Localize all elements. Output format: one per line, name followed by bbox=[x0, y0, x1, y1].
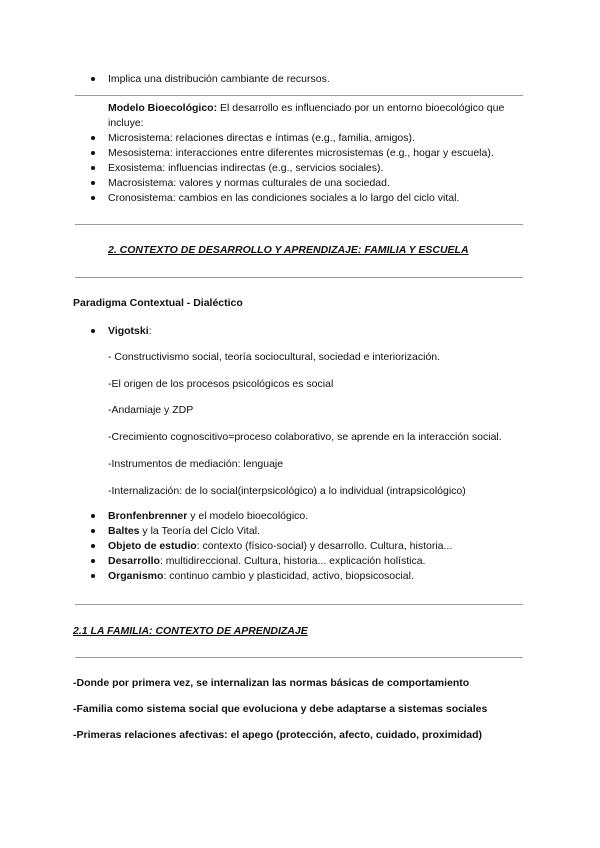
familia-line: -Primeras relaciones afectivas: el apego (protección, afecto, cuidado, proximidad) bbox=[73, 729, 483, 741]
bullet-rest: : contexto (físico-social) y desarrollo. Cultura, historia... bbox=[196, 540, 453, 552]
bullet-bold: Organismo bbox=[108, 570, 164, 582]
divider bbox=[75, 95, 523, 96]
bullet-dot bbox=[91, 166, 95, 170]
vigotski-bullet bbox=[108, 325, 152, 337]
bullet-bold: Objeto de estudio bbox=[108, 540, 197, 552]
vigotski-colon: : bbox=[148, 325, 152, 337]
paradigma-heading bbox=[73, 297, 243, 309]
bullet-dot bbox=[91, 136, 95, 140]
bio-item: Microsistema: relaciones directas e íntimas (e.g., familia, amigos). bbox=[108, 132, 415, 144]
bullet-dot bbox=[91, 514, 95, 518]
bullet-dot bbox=[91, 77, 95, 81]
divider bbox=[75, 604, 523, 605]
section-heading: 2. CONTEXTO DE DESARROLLO Y APRENDIZAJE: FAMILIA Y ESCUELA bbox=[108, 244, 469, 256]
bullet-bold: Baltes bbox=[108, 525, 140, 537]
bullet-text: Implica una distribución cambiante de recursos. bbox=[108, 73, 330, 85]
bullet-item bbox=[108, 555, 425, 567]
bullet-dot bbox=[91, 151, 95, 155]
paradigma-bold: Paradigma Contextual bbox=[73, 297, 184, 309]
bullet-bold: Bronfenbrenner bbox=[108, 510, 188, 522]
divider bbox=[75, 277, 523, 278]
bullet-rest: y el modelo bioecológico. bbox=[187, 510, 309, 522]
bullet-dot bbox=[91, 196, 95, 200]
bullet-dot bbox=[91, 329, 95, 333]
vigotski-name: Vigotski bbox=[108, 325, 149, 337]
bullet-rest: : continuo cambio y plasticidad, activo, biopsicosocial. bbox=[163, 570, 414, 582]
bullet-rest: : multidireccional. Cultura, historia... explicación holística. bbox=[159, 555, 426, 567]
divider bbox=[75, 657, 523, 658]
bullet-rest: y la Teoría del Ciclo Vital. bbox=[139, 525, 260, 537]
bioecologico-cont: incluye: bbox=[108, 117, 144, 129]
bullet-dot bbox=[91, 529, 95, 533]
paradigma-rest: - Dialéctico bbox=[183, 297, 243, 309]
divider bbox=[75, 224, 523, 225]
subsection-heading: 2.1 LA FAMILIA: CONTEXTO DE APRENDIZAJE bbox=[73, 625, 308, 637]
familia-line: -Familia como sistema social que evoluciona y debe adaptarse a sistemas sociales bbox=[73, 703, 488, 715]
bullet-bold: Desarrollo bbox=[108, 555, 160, 567]
bullet-dot bbox=[91, 181, 95, 185]
bioecologico-paragraph bbox=[108, 102, 504, 114]
bullet-dot bbox=[91, 559, 95, 563]
vigotski-line: -El origen de los procesos psicológicos es social bbox=[108, 378, 334, 390]
familia-line: -Donde por primera vez, se internalizan las normas básicas de comportamiento bbox=[73, 677, 470, 689]
vigotski-line: -Instrumentos de mediación: lenguaje bbox=[108, 458, 284, 470]
vigotski-line: -Crecimiento cognoscitivo=proceso colaborativo, se aprende en la interacción social. bbox=[108, 431, 502, 443]
bullet-dot bbox=[91, 544, 95, 548]
bullet-item bbox=[108, 570, 414, 582]
bio-item: Cronosistema: cambios en las condiciones sociales a lo largo del ciclo vital. bbox=[108, 192, 460, 204]
bio-item: Mesosistema: interacciones entre diferentes microsistemas (e.g., hogar y escuela). bbox=[108, 147, 494, 159]
bullet-item bbox=[108, 525, 260, 537]
bioecologico-text: El desarrollo es influenciado por un entorno bioecológico que bbox=[217, 102, 505, 114]
vigotski-line: - Constructivismo social, teoría sociocultural, sociedad e interiorización. bbox=[108, 351, 441, 363]
bullet-item bbox=[108, 540, 452, 552]
bullet-item bbox=[108, 510, 308, 522]
bio-item: Exosistema: influencias indirectas (e.g., servicios sociales). bbox=[108, 162, 384, 174]
bio-item: Macrosistema: valores y normas culturales de una sociedad. bbox=[108, 177, 390, 189]
bioecologico-label: Modelo Bioecológico: bbox=[108, 102, 218, 114]
vigotski-line: -Internalización: de lo social(interpsicológico) a lo individual (intrapsicológico) bbox=[108, 485, 466, 497]
bullet-dot bbox=[91, 574, 95, 578]
vigotski-line: -Andamiaje y ZDP bbox=[108, 404, 194, 416]
